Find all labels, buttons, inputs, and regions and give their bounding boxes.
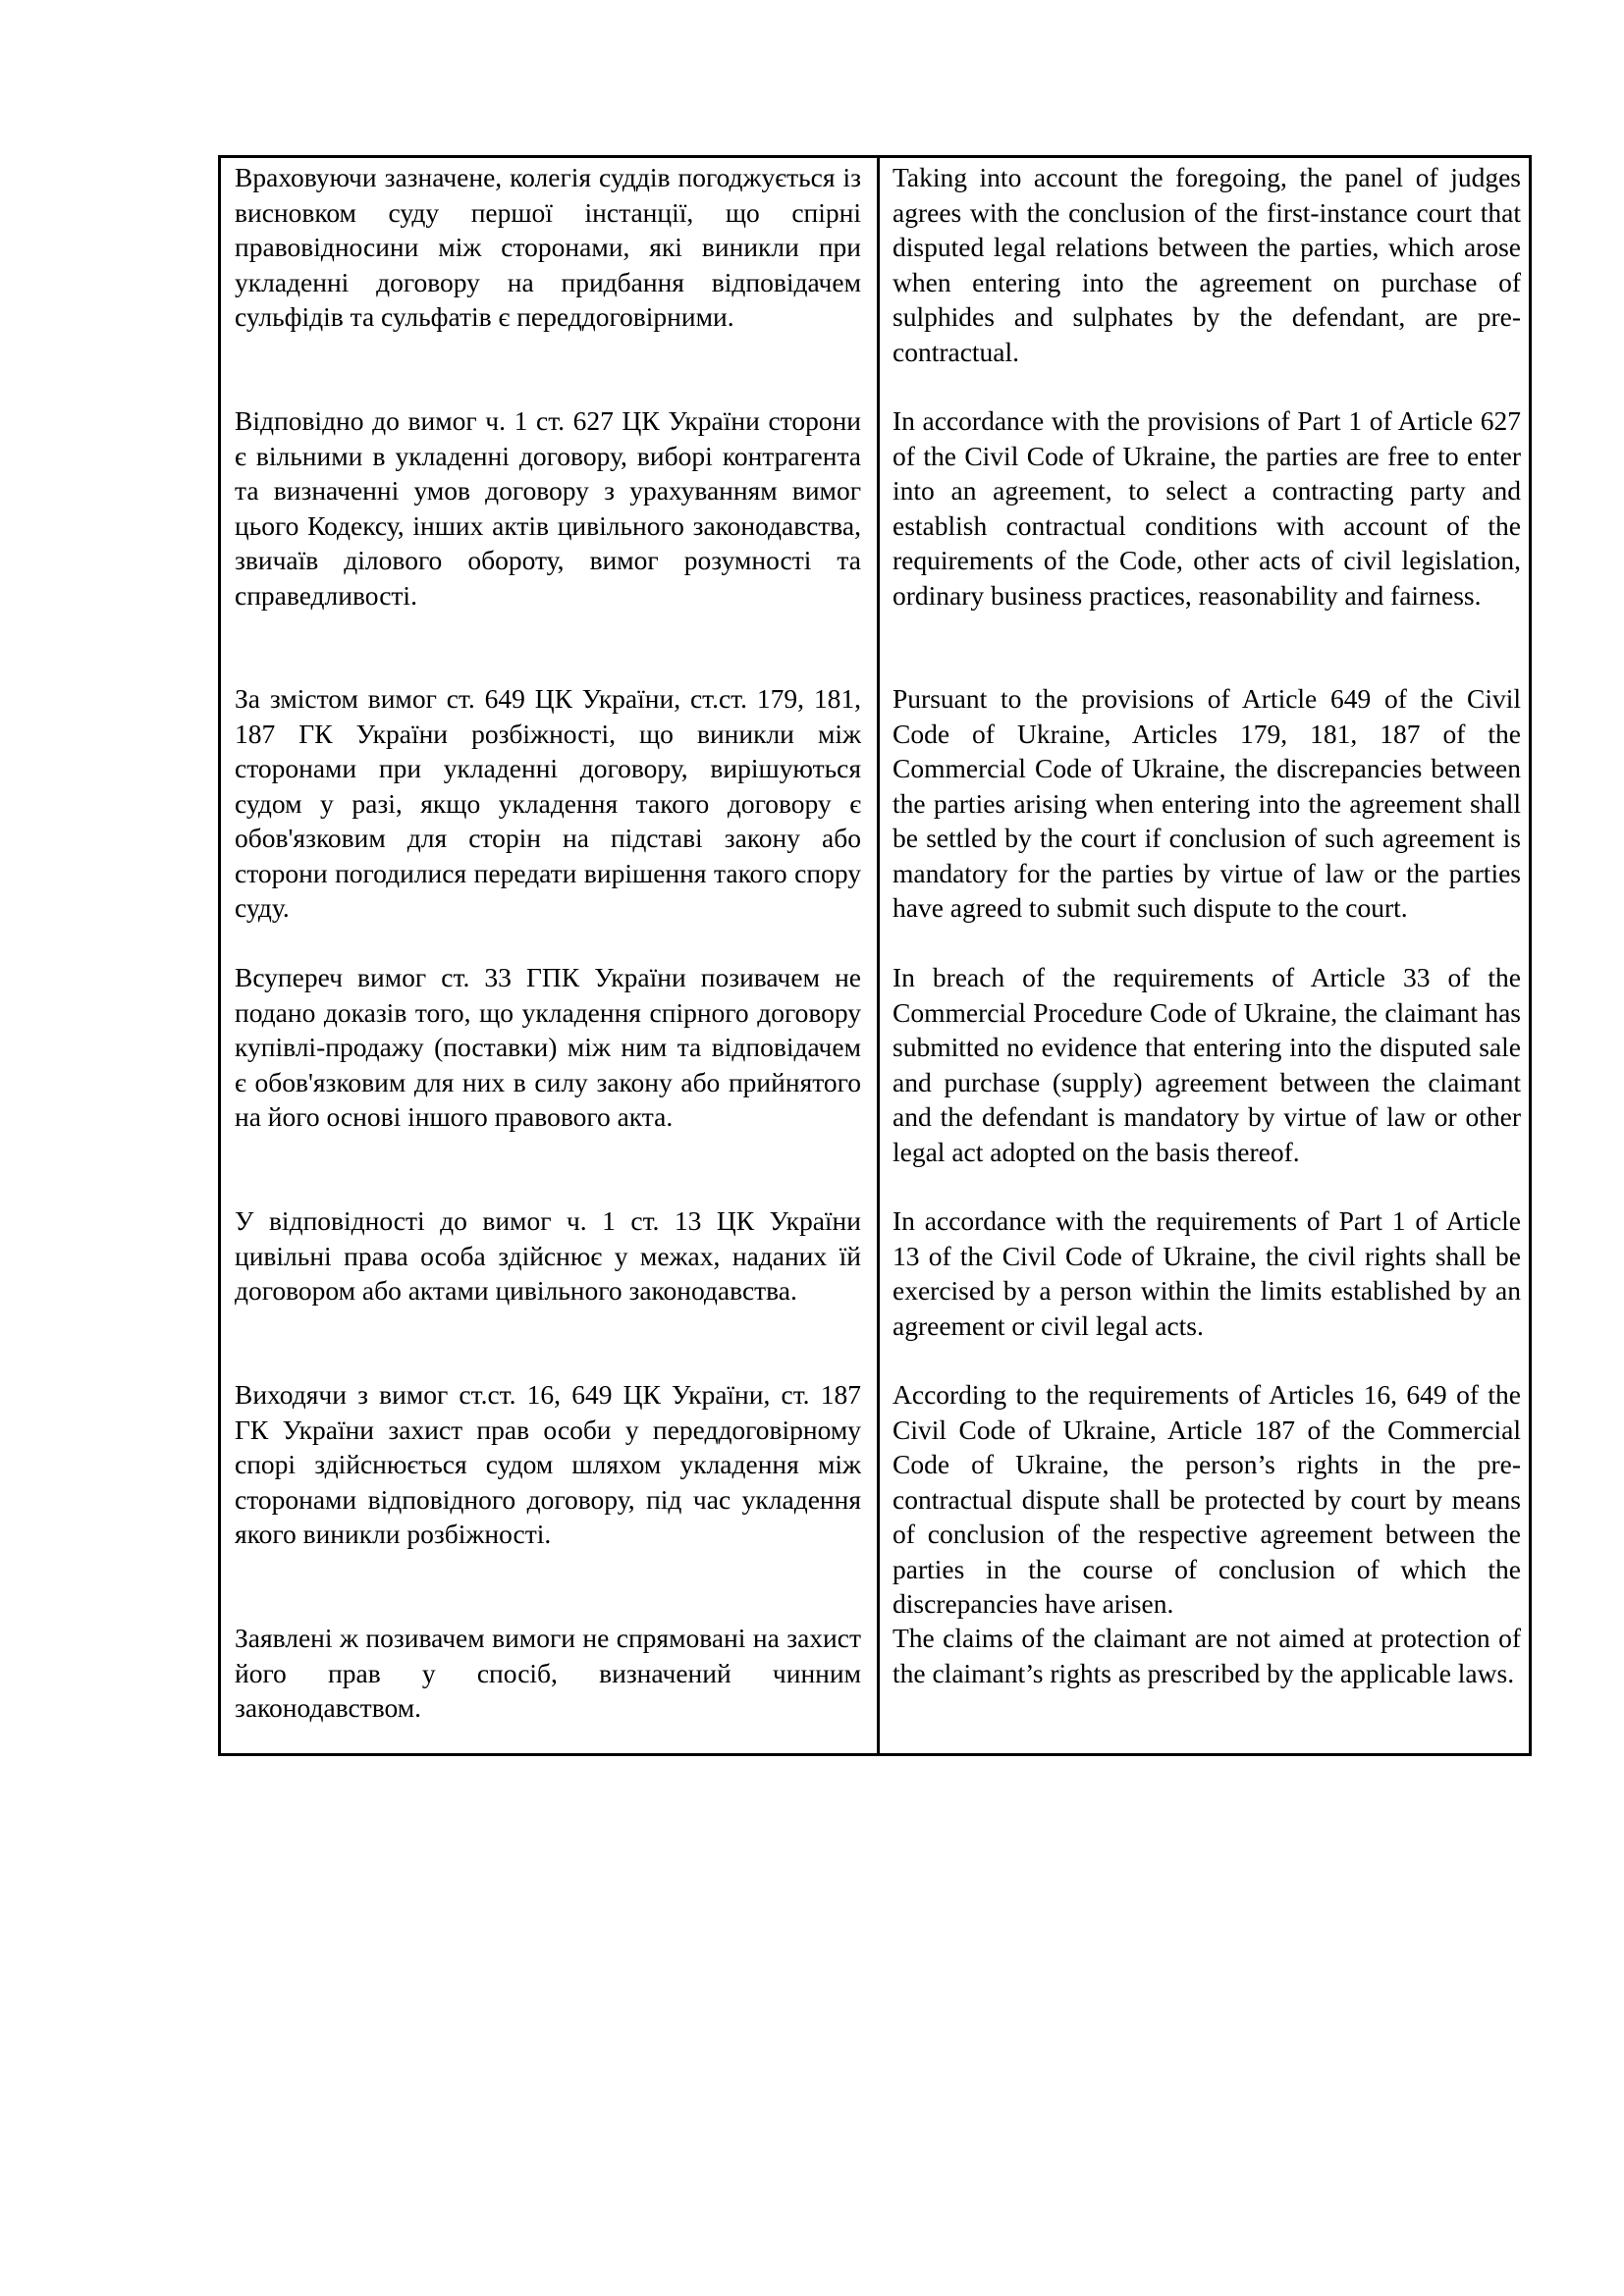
paragraph-en-1: Taking into account the foregoing, the panel of judges agrees with the conclusion of the first-instance court that disputed legal relations between the parties, which arose when entering into the agreement on purchase of sulphides and sulphates by the defendant, are pre-contractual. <box>893 162 1521 367</box>
paragraph-en-5: In accordance with the requirements of Part 1 of Article 13 of the Civil Code of Ukraine, the civil rights shall be exercised by a person within the limits established by an agreement or civil legal acts. <box>893 1205 1521 1341</box>
paragraph-en-3: Pursuant to the provisions of Article 649 of the Civil Code of Ukraine, Articles 179, 181, 187 of the Commercial Code of Ukraine, the discrepancies between the parties arising when entering into the agreement shall be settled by the court if conclusion of such agreement is mandatory for the parties by virtue of law or the parties have agreed to submit such dispute to the court. <box>893 683 1521 923</box>
bilingual-table <box>218 155 1532 1756</box>
paragraph-uk-1: Враховуючи зазначене, колегія суддів погоджується із висновком суду першої інстанції, що спірні правовідносини між сторонами, які виникли при укладенні договору на придбання відповідачем сульфідів та сульфатів є переддоговірними. <box>235 162 861 332</box>
paragraph-uk-4: Всупереч вимог ст. 33 ГПК України позивачем не подано доказів того, що укладення спірного договору купівлі-продажу (поставки) між ним та відповідачем є обов'язковим для них в силу закону або прийнятого на його основі іншого правового акта. <box>235 962 861 1132</box>
paragraph-en-6: According to the requirements of Articles 16, 649 of the Civil Code of Ukraine, Article 187 of the Commercial Code of Ukraine, the person’s rights in the pre-contractual dispute shall be protected by court by means of conclusion of the respective agreement between the parties in the course of conclusion of which the discrepancies have arisen. <box>893 1379 1521 1619</box>
column-divider <box>877 158 880 1753</box>
paragraph-uk-6: Виходячи з вимог ст.ст. 16, 649 ЦК України, ст. 187 ГК України захист прав особи у переддоговірному спорі здійснюється судом шляхом укладення між сторонами відповідного договору, під час укладення якого виникли розбіжності. <box>235 1379 861 1549</box>
paragraph-en-4: In breach of the requirements of Article 33 of the Commercial Procedure Code of Ukraine, the claimant has submitted no evidence that entering into the disputed sale and purchase (supply) agreement between the claimant and the defendant is mandatory by virtue of law or other legal act adopted on the basis thereof. <box>893 962 1521 1167</box>
paragraph-uk-2: Відповідно до вимог ч. 1 ст. 627 ЦК України сторони є вільними в укладенні договору, виборі контрагента та визначенні умов договору з урахуванням вимог цього Кодексу, інших актів цивільного законодавства, звичаїв ділового обороту, вимог розумності та справедливості. <box>235 405 861 611</box>
paragraph-uk-3: За змістом вимог ст. 649 ЦК України, ст.ст. 179, 181, 187 ГК України розбіжності, що виникли між сторонами при укладенні договору, вирішуються судом у разі, якщо укладення такого договору є обов'язковим для сторін на підставі закону або сторони погодилися передати вирішення такого спору суду. <box>235 683 861 923</box>
paragraph-uk-7: Заявлені ж позивачем вимоги не спрямовані на захист його прав у спосіб, визначений чинним законодавством. <box>235 1623 861 1723</box>
paragraph-uk-5: У відповідності до вимог ч. 1 ст. 13 ЦК України цивільні права особа здійснює у межах, наданих їй договором або актами цивільного законодавства. <box>235 1205 861 1306</box>
paragraph-en-2: In accordance with the provisions of Part 1 of Article 627 of the Civil Code of Ukraine, the parties are free to enter into an agreement, to select a contracting party and establish contractual conditions with account of the requirements of the Code, other acts of civil legislation, ordinary business practices, reasonability and fairness. <box>893 405 1521 611</box>
paragraph-en-7: The claims of the claimant are not aimed at protection of the claimant’s rights as prescribed by the applicable laws. <box>893 1623 1521 1688</box>
